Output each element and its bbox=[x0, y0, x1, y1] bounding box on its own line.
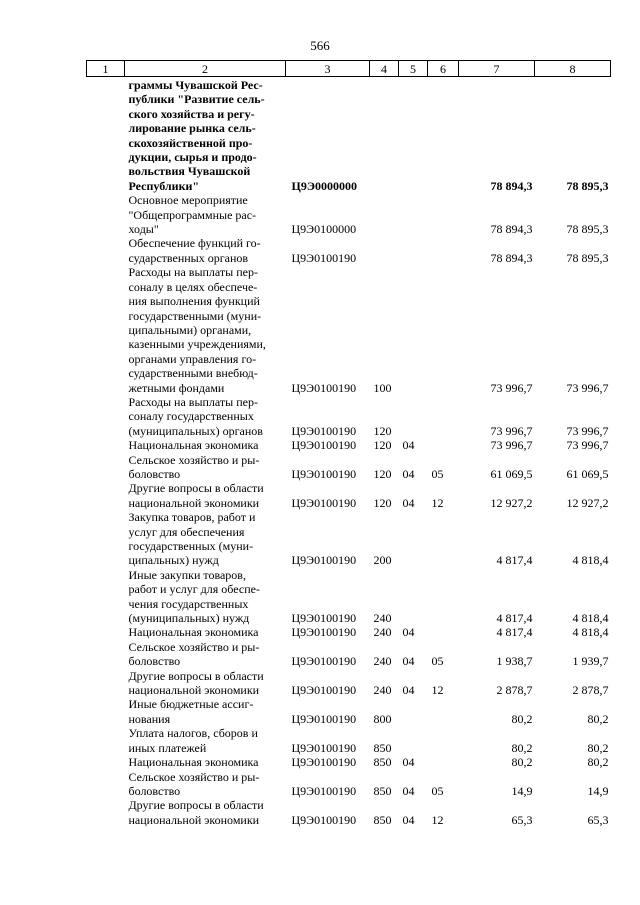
name-line: ципальными) органами, bbox=[128, 322, 252, 337]
cell-col1 bbox=[87, 625, 125, 639]
cell-col1 bbox=[87, 77, 125, 194]
name-line: вольствия Чувашской bbox=[128, 164, 251, 179]
table-row bbox=[87, 77, 611, 194]
cell-col1 bbox=[87, 265, 125, 395]
cell-amount-1: 80,2 bbox=[511, 755, 533, 770]
cell-amount-1: 80,2 bbox=[511, 711, 533, 726]
name-line: органами управления го- bbox=[128, 351, 257, 366]
cell-code: Ц9Э0100190 bbox=[291, 783, 357, 798]
cell-amount-1: 73 996,7 bbox=[490, 423, 533, 438]
cell-pr: 05 bbox=[431, 466, 444, 481]
cell-pr bbox=[428, 568, 459, 626]
name-line: государственными (муни- bbox=[128, 308, 262, 323]
table-row bbox=[87, 395, 611, 438]
name-line: государственных (муни- bbox=[128, 539, 254, 553]
name-line: казенными учреждениями, bbox=[128, 337, 266, 352]
name-line: боловство bbox=[128, 654, 181, 669]
name-line: публики "Развитие сель- bbox=[128, 92, 265, 107]
cell-col1 bbox=[87, 453, 125, 482]
cell-amount-2: 73 996,7 bbox=[566, 438, 609, 453]
cell-pr bbox=[428, 438, 459, 452]
cell-rz bbox=[399, 568, 428, 626]
cell-vr: 850 bbox=[373, 740, 392, 755]
cell-name bbox=[125, 481, 286, 510]
column-header-1: 1 bbox=[87, 61, 125, 77]
cell-code: Ц9Э0100190 bbox=[291, 611, 357, 626]
name-line: Сельское хозяйство и ры- bbox=[128, 769, 260, 784]
table-row bbox=[87, 697, 611, 726]
cell-amount-2: 1 939,7 bbox=[572, 654, 609, 669]
table-row bbox=[87, 453, 611, 482]
cell-col1 bbox=[87, 640, 125, 669]
name-line: Уплата налогов, сборов и bbox=[128, 726, 258, 741]
cell-pr bbox=[428, 236, 459, 265]
cell-rz bbox=[399, 697, 428, 726]
cell-name bbox=[125, 770, 286, 799]
name-line: Национальная экономика bbox=[128, 625, 259, 640]
cell-vr: 200 bbox=[373, 553, 392, 568]
cell-name bbox=[125, 798, 286, 827]
table-row bbox=[87, 770, 611, 799]
name-line: национальной экономики bbox=[128, 812, 260, 827]
column-header-2: 2 bbox=[125, 61, 286, 77]
cell-name bbox=[125, 640, 286, 669]
name-line: нования bbox=[128, 711, 171, 726]
cell-col1 bbox=[87, 798, 125, 827]
name-line: Иные закупки товаров, bbox=[128, 567, 246, 582]
cell-amount-1: 4 817,4 bbox=[496, 625, 533, 640]
cell-pr bbox=[428, 193, 459, 236]
cell-vr: 120 bbox=[373, 438, 392, 453]
cell-name bbox=[125, 453, 286, 482]
cell-vr: 240 bbox=[373, 625, 392, 640]
name-line: Другие вопросы в области bbox=[128, 668, 264, 683]
cell-amount-2: 4 818,4 bbox=[572, 625, 609, 640]
cell-vr bbox=[370, 236, 399, 265]
cell-col1 bbox=[87, 193, 125, 236]
table-row bbox=[87, 798, 611, 827]
cell-pr bbox=[428, 755, 459, 769]
cell-pr bbox=[428, 510, 459, 568]
name-line: ципальных) нужд bbox=[128, 553, 219, 568]
name-line: национальной экономики bbox=[128, 683, 260, 698]
cell-rz: 04 bbox=[402, 783, 415, 798]
cell-name bbox=[125, 77, 286, 194]
cell-pr: 05 bbox=[431, 783, 444, 798]
cell-amount-2: 78 895,3 bbox=[566, 178, 609, 193]
cell-name bbox=[125, 438, 286, 452]
cell-rz bbox=[399, 236, 428, 265]
cell-pr bbox=[428, 625, 459, 639]
table-row bbox=[87, 568, 611, 626]
cell-col1 bbox=[87, 669, 125, 698]
cell-amount-2: 12 927,2 bbox=[566, 495, 609, 510]
cell-amount-2: 80,2 bbox=[587, 711, 609, 726]
cell-pr bbox=[428, 697, 459, 726]
cell-rz bbox=[399, 265, 428, 395]
name-line: Национальная экономика bbox=[128, 438, 259, 453]
name-line: Другие вопросы в области bbox=[128, 481, 264, 496]
cell-code: Ц9Э0100190 bbox=[291, 812, 357, 827]
cell-vr: 120 bbox=[373, 495, 392, 510]
cell-code: Ц9Э0100190 bbox=[291, 625, 357, 640]
cell-code: Ц9Э0100190 bbox=[291, 740, 357, 755]
cell-rz: 04 bbox=[402, 495, 415, 510]
name-line: работ и услуг для обеспе- bbox=[128, 582, 260, 597]
cell-amount-2: 2 878,7 bbox=[572, 683, 609, 698]
cell-name bbox=[125, 265, 286, 395]
table-row bbox=[87, 438, 611, 452]
cell-name bbox=[125, 395, 286, 438]
cell-name bbox=[125, 193, 286, 236]
cell-col1 bbox=[87, 481, 125, 510]
cell-code: Ц9Э0100190 bbox=[291, 466, 357, 481]
cell-pr: 05 bbox=[431, 654, 444, 669]
cell-col1 bbox=[87, 697, 125, 726]
cell-col1 bbox=[87, 568, 125, 626]
cell-rz: 04 bbox=[402, 654, 415, 669]
name-line: Республики" bbox=[128, 178, 200, 193]
cell-amount-2: 65,3 bbox=[587, 812, 609, 827]
cell-amount-1: 80,2 bbox=[511, 740, 533, 755]
table-body bbox=[87, 77, 611, 828]
cell-amount-1: 1 938,7 bbox=[496, 654, 533, 669]
cell-pr: 12 bbox=[431, 683, 444, 698]
cell-amount-1: 2 878,7 bbox=[496, 683, 533, 698]
name-line: ходы" bbox=[128, 222, 159, 237]
column-header-4: 4 bbox=[370, 61, 399, 77]
cell-vr bbox=[370, 77, 399, 194]
name-line: боловство bbox=[128, 783, 181, 798]
cell-amount-1: 65,3 bbox=[511, 812, 533, 827]
cell-code: Ц9Э0100190 bbox=[291, 654, 357, 669]
name-line: услуг для обеспечения bbox=[128, 524, 245, 539]
name-line: чения государственных bbox=[128, 596, 249, 611]
cell-name bbox=[125, 568, 286, 626]
table-row bbox=[87, 755, 611, 769]
cell-col1 bbox=[87, 755, 125, 769]
cell-amount-2: 4 818,4 bbox=[572, 611, 609, 626]
name-line: дукции, сырья и продо- bbox=[128, 150, 257, 165]
cell-rz: 04 bbox=[402, 625, 415, 640]
cell-name bbox=[125, 726, 286, 755]
column-header-3: 3 bbox=[286, 61, 370, 77]
name-line: соналу государственных bbox=[128, 409, 254, 424]
cell-rz bbox=[399, 395, 428, 438]
name-line: сударственными внебюд- bbox=[128, 366, 258, 381]
cell-amount-1: 61 069,5 bbox=[490, 466, 533, 481]
cell-amount-1: 12 927,2 bbox=[490, 495, 533, 510]
budget-table bbox=[86, 60, 611, 827]
cell-amount-1: 78 894,3 bbox=[490, 178, 533, 193]
name-line: ского хозяйства и регу- bbox=[128, 106, 255, 121]
cell-rz bbox=[399, 77, 428, 194]
cell-amount-1: 14,9 bbox=[511, 783, 533, 798]
name-line: ния выполнения функций bbox=[128, 294, 260, 309]
cell-name bbox=[125, 510, 286, 568]
name-line: иных платежей bbox=[128, 740, 207, 755]
column-header-6: 6 bbox=[428, 61, 459, 77]
cell-vr: 240 bbox=[373, 611, 392, 626]
cell-vr: 240 bbox=[373, 654, 392, 669]
cell-col1 bbox=[87, 395, 125, 438]
name-line: (муниципальных) органов bbox=[128, 423, 263, 438]
name-line: граммы Чувашской Рес- bbox=[128, 78, 263, 92]
name-line: жетными фондами bbox=[128, 380, 225, 395]
table-row bbox=[87, 669, 611, 698]
cell-pr bbox=[428, 265, 459, 395]
cell-code: Ц9Э0100190 bbox=[291, 495, 357, 510]
column-header-8: 8 bbox=[535, 61, 611, 77]
name-line: "Общепрограммные рас- bbox=[128, 207, 257, 222]
name-line: сударственных органов bbox=[128, 250, 249, 265]
name-line: Расходы на выплаты пер- bbox=[128, 394, 258, 409]
cell-vr: 120 bbox=[373, 423, 392, 438]
cell-amount-2: 4 818,4 bbox=[572, 553, 609, 568]
cell-code: Ц9Э0100190 bbox=[291, 438, 357, 453]
cell-col1 bbox=[87, 726, 125, 755]
cell-amount-2: 14,9 bbox=[587, 783, 609, 798]
table-row bbox=[87, 640, 611, 669]
table-row bbox=[87, 625, 611, 639]
cell-code: Ц9Э0000000 bbox=[291, 178, 357, 193]
name-line: Национальная экономика bbox=[128, 755, 259, 770]
cell-amount-2: 61 069,5 bbox=[566, 466, 609, 481]
cell-code: Ц9Э0100190 bbox=[291, 683, 357, 698]
cell-vr: 120 bbox=[373, 466, 392, 481]
cell-name bbox=[125, 669, 286, 698]
cell-col1 bbox=[87, 770, 125, 799]
cell-amount-1: 73 996,7 bbox=[490, 380, 533, 395]
cell-name bbox=[125, 755, 286, 769]
cell-code: Ц9Э0100190 bbox=[291, 250, 357, 265]
cell-amount-2: 78 895,3 bbox=[566, 222, 609, 237]
cell-pr bbox=[428, 726, 459, 755]
name-line: соналу в целях обеспече- bbox=[128, 279, 258, 294]
cell-col1 bbox=[87, 510, 125, 568]
cell-pr bbox=[428, 395, 459, 438]
cell-vr: 850 bbox=[373, 755, 392, 770]
cell-amount-1: 4 817,4 bbox=[496, 553, 533, 568]
name-line: лирование рынка сель- bbox=[128, 121, 256, 136]
cell-name bbox=[125, 625, 286, 639]
cell-amount-2: 78 895,3 bbox=[566, 250, 609, 265]
cell-code: Ц9Э0100190 bbox=[291, 755, 357, 770]
cell-pr bbox=[428, 77, 459, 194]
cell-amount-2: 73 996,7 bbox=[566, 380, 609, 395]
name-line: Обеспечение функций го- bbox=[128, 236, 261, 251]
cell-code: Ц9Э0100190 bbox=[291, 380, 357, 395]
name-line: Другие вопросы в области bbox=[128, 798, 264, 813]
name-line: Сельское хозяйство и ры- bbox=[128, 639, 260, 654]
cell-amount-2: 80,2 bbox=[587, 755, 609, 770]
table-row bbox=[87, 193, 611, 236]
cell-amount-2: 80,2 bbox=[587, 740, 609, 755]
cell-name bbox=[125, 236, 286, 265]
cell-vr: 800 bbox=[373, 711, 392, 726]
cell-vr: 850 bbox=[373, 783, 392, 798]
cell-name bbox=[125, 697, 286, 726]
cell-vr bbox=[370, 193, 399, 236]
cell-rz: 04 bbox=[402, 438, 415, 453]
cell-amount-1: 4 817,4 bbox=[496, 611, 533, 626]
name-line: скохозяйственной про- bbox=[128, 135, 253, 150]
page-number: 566 bbox=[310, 38, 330, 53]
column-header-7: 7 bbox=[459, 61, 535, 77]
table-row bbox=[87, 481, 611, 510]
cell-vr: 100 bbox=[373, 380, 392, 395]
name-line: Сельское хозяйство и ры- bbox=[128, 452, 260, 467]
cell-code: Ц9Э0100190 bbox=[291, 711, 357, 726]
table-row bbox=[87, 726, 611, 755]
name-line: (муниципальных) нужд bbox=[128, 611, 250, 626]
name-line: Расходы на выплаты пер- bbox=[128, 265, 258, 280]
cell-pr: 12 bbox=[431, 495, 444, 510]
cell-code: Ц9Э0100000 bbox=[291, 222, 357, 237]
cell-rz: 04 bbox=[402, 812, 415, 827]
cell-rz: 04 bbox=[402, 466, 415, 481]
name-line: Иные бюджетные ассиг- bbox=[128, 697, 254, 712]
cell-amount-1: 73 996,7 bbox=[490, 438, 533, 453]
cell-pr: 12 bbox=[431, 812, 444, 827]
cell-rz: 04 bbox=[402, 683, 415, 698]
cell-amount-1: 78 894,3 bbox=[490, 250, 533, 265]
column-header-5: 5 bbox=[399, 61, 428, 77]
cell-amount-1: 78 894,3 bbox=[490, 222, 533, 237]
header-row bbox=[87, 61, 611, 77]
name-line: национальной экономики bbox=[128, 495, 260, 510]
table-header bbox=[87, 61, 611, 77]
table-row bbox=[87, 265, 611, 395]
cell-rz bbox=[399, 726, 428, 755]
cell-col1 bbox=[87, 236, 125, 265]
cell-code: Ц9Э0100190 bbox=[291, 553, 357, 568]
table-row bbox=[87, 510, 611, 568]
cell-rz bbox=[399, 193, 428, 236]
cell-rz: 04 bbox=[402, 755, 415, 770]
name-line: боловство bbox=[128, 466, 181, 481]
table-row bbox=[87, 236, 611, 265]
cell-rz bbox=[399, 510, 428, 568]
name-line: Закупка товаров, работ и bbox=[128, 510, 256, 525]
cell-vr: 240 bbox=[373, 683, 392, 698]
name-line: Основное мероприятие bbox=[128, 193, 248, 208]
cell-vr: 850 bbox=[373, 812, 392, 827]
cell-code: Ц9Э0100190 bbox=[291, 423, 357, 438]
cell-amount-2: 73 996,7 bbox=[566, 423, 609, 438]
cell-col1 bbox=[87, 438, 125, 452]
